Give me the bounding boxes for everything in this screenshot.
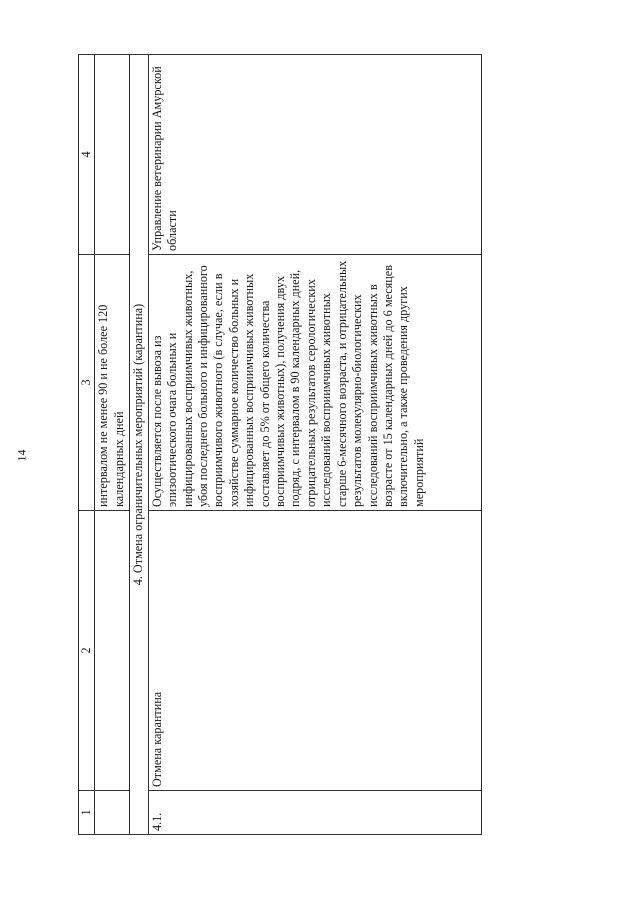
section-title: 4. Отмена ограничительных мероприятий (карантина) (130, 55, 148, 835)
row-number: 4.1. (148, 791, 481, 835)
row-responsible: Управление ветеринарии Амурской области (148, 55, 481, 255)
page-number: 14 (14, 449, 29, 462)
rotated-table-container (78, 55, 510, 835)
column-header-3: 3 (79, 255, 95, 511)
continuation-text: интервалом не менее 90 и не более 120 календарных дней (95, 255, 130, 511)
column-header-4: 4 (79, 55, 95, 255)
continuation-cell-2 (95, 511, 130, 791)
column-header-row (79, 55, 95, 835)
section-row (130, 55, 148, 835)
continuation-cell-1 (95, 791, 130, 835)
continuation-row (95, 55, 130, 835)
table-row (148, 55, 481, 835)
column-header-2: 2 (79, 511, 95, 791)
row-name: Отмена карантина (148, 511, 481, 791)
column-header-1: 1 (79, 791, 95, 835)
row-description: Осуществляется после вывоза из эпизоотического очага больных и инфицированных восприимчивых животных, убоя последнего больного и инфицированного восприимчивого животного (в случае, если в хозяйстве суммарное количество больных и инфицированных восприимчивых животных составляет до 5% от общего количества восприимчивых животных), получения двух подряд, с интервалом в 90 календарных дней, отрицательных результатов серологических исследований восприимчивых животных старше 6-месячного возраста, и отрицательных результатов молекулярно-биологических исследований восприимчивых животных в возрасте от 15 календарных дней до 6 месяцев включительно, а также проведения других мероприятий (148, 255, 481, 511)
continuation-cell-4 (95, 55, 130, 255)
measures-table (78, 54, 482, 835)
